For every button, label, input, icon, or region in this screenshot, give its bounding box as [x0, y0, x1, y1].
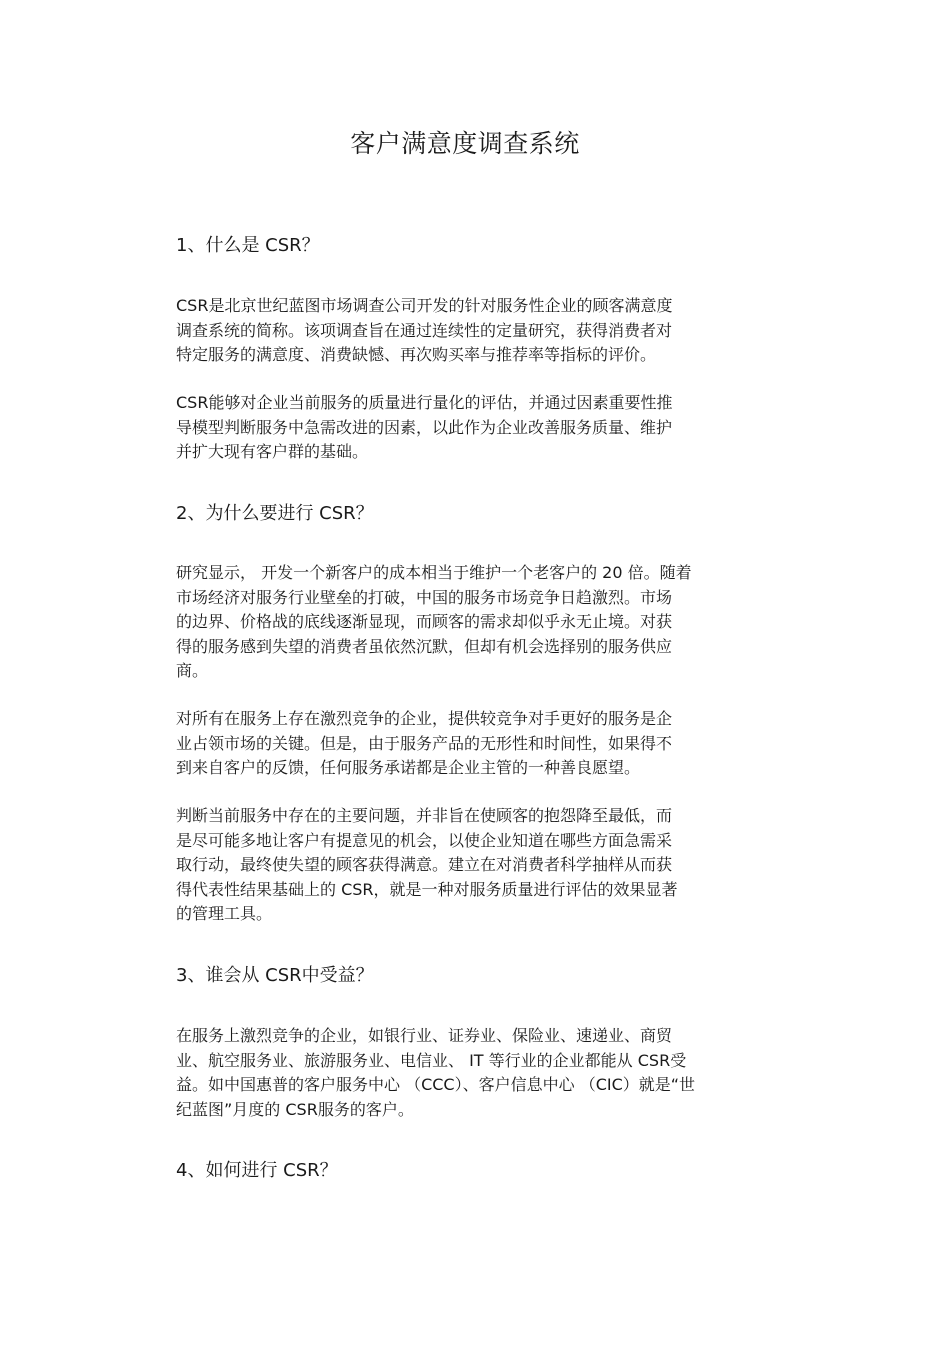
section-3-heading: 3、谁会从 CSR中受益？ — [176, 965, 374, 986]
text-line: CSR能够对企业当前服务的质量进行量化的评估，并通过因素重要性推 — [176, 393, 673, 412]
section-1-heading: 1、什么是 CSR？ — [176, 235, 320, 256]
text-line: 导模型判断服务中急需改进的因素，以此作为企业改善服务质量、维护 — [176, 417, 673, 437]
section-1-paragraph-2 — [176, 391, 776, 465]
text-line: 并扩大现有客户群的基础。 — [176, 442, 369, 461]
text-line: 纪蓝图”月度的 CSR服务的客户。 — [176, 1099, 414, 1119]
section-2-heading: 2、为什么要进行 CSR？ — [176, 503, 374, 524]
text-line: 判断当前服务中存在的主要问题，并非旨在使顾客的抱怨降至最低，而 — [176, 806, 673, 825]
section-2-paragraph-2 — [176, 707, 776, 781]
text-line: 商。 — [176, 661, 209, 680]
text-line: 调查系统的简称。该项调查旨在通过连续性的定量研究，获得消费者对 — [176, 320, 673, 340]
section-4-heading: 4、如何进行 CSR？ — [176, 1160, 338, 1181]
text-line: 特定服务的满意度、消费缺憾、再次购买率与推荐率等指标的评价。 — [176, 345, 657, 364]
text-line: 取行动，最终使失望的顾客获得满意。建立在对消费者科学抽样从而获 — [176, 855, 673, 874]
text-line: 得代表性结果基础上的 CSR，就是一种对服务质量进行评估的效果显著 — [176, 879, 678, 899]
text-line: 的边界、价格战的底线逐渐显现，而顾客的需求却似乎永无止境。对获 — [176, 612, 673, 631]
text-line: 业、航空服务业、旅游服务业、电信业、 IT 等行业的企业都能从 CSR受 — [176, 1050, 687, 1070]
text-line: CSR是北京世纪蓝图市场调查公司开发的针对服务性企业的顾客满意度 — [176, 296, 673, 315]
text-line: 市场经济对服务行业壁垒的打破，中国的服务市场竞争日趋激烈。市场 — [176, 587, 673, 607]
section-2-paragraph-3 — [176, 804, 776, 927]
text-line: 是尽可能多地让客户有提意见的机会，以使企业知道在哪些方面急需采 — [176, 830, 673, 850]
text-line: 到来自客户的反馈，任何服务承诺都是企业主管的一种善良愿望。 — [176, 758, 641, 777]
document-title: 客户满意度调查系统 — [350, 129, 580, 158]
text-line: 对所有在服务上存在激烈竞争的企业，提供较竞争对手更好的服务是企 — [176, 709, 673, 728]
section-1-paragraph-1 — [176, 294, 776, 368]
text-line: 业占领市场的关键。但是，由于服务产品的无形性和时间性，如果得不 — [176, 733, 673, 753]
section-3-paragraph-1 — [176, 1024, 776, 1122]
text-line: 得的服务感到失望的消费者虽依然沉默，但却有机会选择别的服务供应 — [176, 636, 673, 656]
text-line: 研究显示， 开发一个新客户的成本相当于维护一个老客户的 20 倍。随着 — [176, 563, 692, 582]
text-line: 益。如中国惠普的客户服务中心 （CCC）、客户信息中心 （CIC）就是“世 — [176, 1075, 696, 1094]
text-line: 的管理工具。 — [176, 904, 273, 923]
text-line: 在服务上激烈竞争的企业，如银行业、证券业、保险业、速递业、商贸 — [176, 1026, 673, 1045]
section-2-paragraph-1 — [176, 561, 776, 684]
